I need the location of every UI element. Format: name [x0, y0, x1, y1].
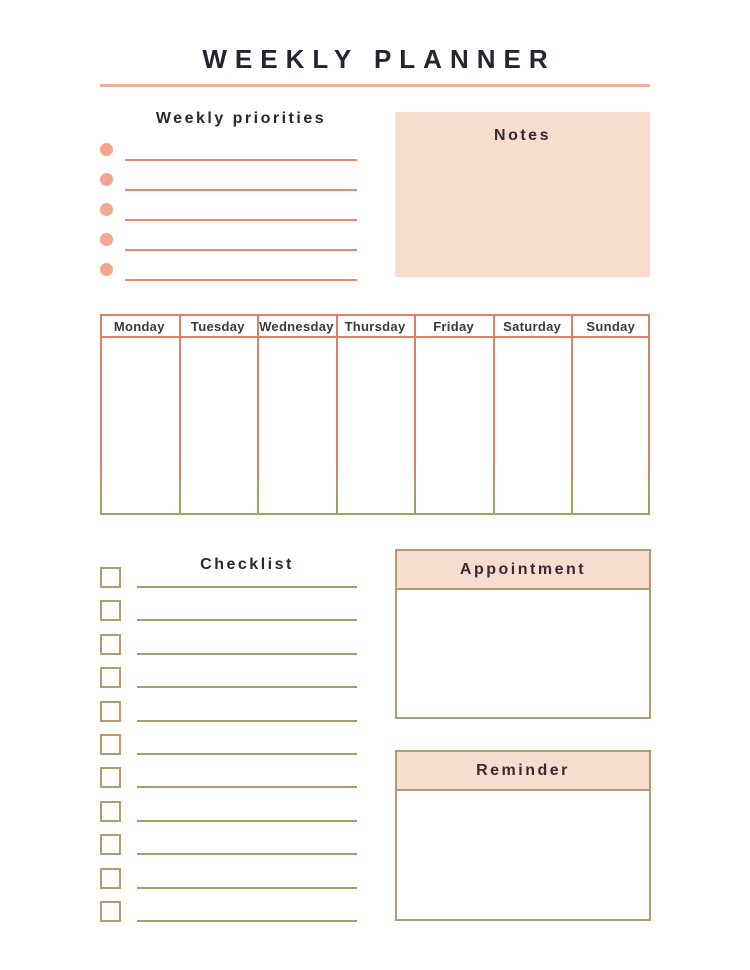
- checklist-row: [100, 701, 357, 734]
- reminder-body[interactable]: [397, 791, 649, 919]
- checkbox[interactable]: [100, 901, 121, 922]
- checklist-row: [100, 901, 357, 934]
- checklist-heading: Checklist: [200, 556, 294, 573]
- checklist-writing-line[interactable]: [137, 786, 357, 788]
- appointment-heading: Appointment: [459, 560, 587, 578]
- day-header-tuesday: Tuesday: [190, 319, 245, 334]
- checkbox[interactable]: [100, 634, 121, 655]
- table-column-line: [179, 314, 181, 515]
- table-column-line: [648, 314, 650, 515]
- table-body-row: [100, 338, 650, 513]
- day-column-cell-saturday[interactable]: [493, 338, 572, 513]
- checkbox[interactable]: [100, 767, 121, 788]
- checklist-writing-line[interactable]: [137, 753, 357, 755]
- checkbox[interactable]: [100, 667, 121, 688]
- priority-row: [100, 260, 357, 290]
- bullet-dot-icon: [100, 203, 113, 216]
- notes-section[interactable]: [395, 112, 650, 277]
- checklist-writing-line[interactable]: [137, 853, 357, 855]
- bullet-dot-icon: [100, 233, 113, 246]
- checkbox[interactable]: [100, 701, 121, 722]
- priority-writing-line[interactable]: [125, 159, 357, 161]
- title-divider: [100, 84, 650, 87]
- checklist-writing-line[interactable]: [137, 619, 357, 621]
- priorities-heading: Weekly priorities: [155, 110, 327, 127]
- table-header-separator: [100, 336, 650, 338]
- checkbox[interactable]: [100, 868, 121, 889]
- table-column-line: [257, 314, 259, 515]
- notes-heading: Notes: [494, 127, 551, 144]
- day-column-cell-thursday[interactable]: [336, 338, 415, 513]
- day-header-sunday: Sunday: [586, 319, 636, 334]
- checklist-row: [100, 634, 357, 667]
- priority-writing-line[interactable]: [125, 189, 357, 191]
- table-column-line: [414, 314, 416, 515]
- appointment-body[interactable]: [397, 590, 649, 717]
- checklist-writing-line[interactable]: [137, 653, 357, 655]
- checklist-writing-line[interactable]: [137, 920, 357, 922]
- appointment-section: [395, 549, 651, 719]
- table-border-bottom: [100, 513, 650, 515]
- table-column-line: [571, 314, 573, 515]
- day-header-thursday: Thursday: [344, 319, 406, 334]
- appointment-header: [397, 551, 649, 590]
- day-header-wednesday: Wednesday: [259, 319, 334, 334]
- priority-writing-line[interactable]: [125, 249, 357, 251]
- checklist-row: [100, 600, 357, 633]
- priority-row: [100, 170, 357, 200]
- table-border-top: [100, 314, 650, 316]
- checklist-row: [100, 834, 357, 867]
- bullet-dot-icon: [100, 263, 113, 276]
- day-header-saturday: Saturday: [503, 319, 562, 334]
- checkbox[interactable]: [100, 801, 121, 822]
- checklist-row: [100, 667, 357, 700]
- day-header-monday: Monday: [113, 319, 165, 334]
- priority-writing-line[interactable]: [125, 279, 357, 281]
- checklist-writing-line[interactable]: [137, 887, 357, 889]
- reminder-section: [395, 750, 651, 921]
- priority-row: [100, 230, 357, 260]
- checklist-section: [100, 567, 357, 934]
- table-column-line: [336, 314, 338, 515]
- bullet-dot-icon: [100, 173, 113, 186]
- bullet-dot-icon: [100, 143, 113, 156]
- week-table: [100, 314, 650, 515]
- day-column-cell-wednesday[interactable]: [257, 338, 336, 513]
- checklist-row: [100, 767, 357, 800]
- table-header-row: [100, 316, 650, 337]
- checklist-row: [100, 734, 357, 767]
- checkbox[interactable]: [100, 834, 121, 855]
- checklist-writing-line[interactable]: [137, 820, 357, 822]
- priority-row: [100, 200, 357, 230]
- day-header-friday: Friday: [433, 319, 475, 334]
- checkbox[interactable]: [100, 600, 121, 621]
- day-column-cell-tuesday[interactable]: [179, 338, 258, 513]
- day-column-cell-monday[interactable]: [100, 338, 179, 513]
- checkbox[interactable]: [100, 734, 121, 755]
- weekly-priorities-section: [100, 140, 357, 290]
- table-column-line: [493, 314, 495, 515]
- reminder-heading: Reminder: [476, 761, 570, 779]
- page-title: WEEKLY PLANNER: [202, 44, 556, 74]
- checklist-writing-line[interactable]: [137, 586, 357, 588]
- checkbox[interactable]: [100, 567, 121, 588]
- checklist-row: [100, 567, 357, 600]
- checklist-writing-line[interactable]: [137, 720, 357, 722]
- day-column-cell-sunday[interactable]: [571, 338, 650, 513]
- reminder-header: [397, 752, 649, 791]
- table-column-line: [100, 314, 102, 515]
- checklist-row: [100, 868, 357, 901]
- day-column-cell-friday[interactable]: [414, 338, 493, 513]
- priority-row: [100, 140, 357, 170]
- checklist-writing-line[interactable]: [137, 686, 357, 688]
- checklist-row: [100, 801, 357, 834]
- priority-writing-line[interactable]: [125, 219, 357, 221]
